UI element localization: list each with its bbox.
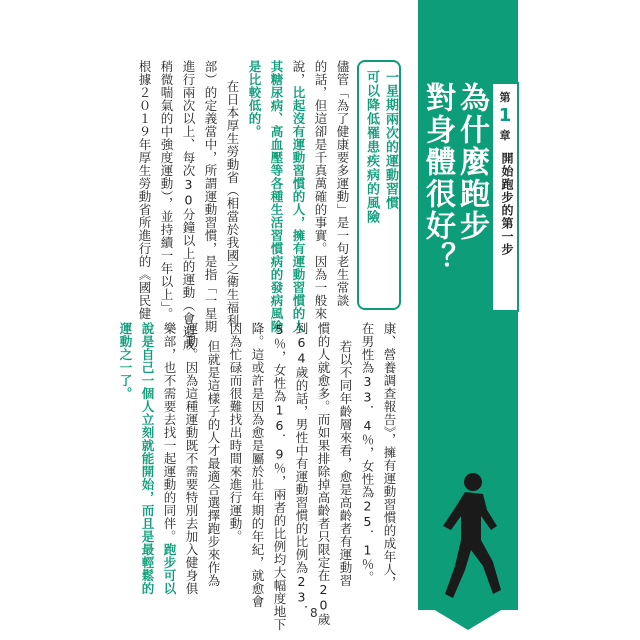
text-column: 儘管「為了健康要多運動」是一句老生常談 bbox=[335, 60, 350, 307]
text-column: 到64歲的話，男性中有運動習慣的比例為23． bbox=[294, 322, 309, 618]
text-column: 康、營養調查報告》，擁有運動習慣的成年人， bbox=[382, 322, 397, 589]
text-column: 若以不同年齡層來看，愈是高齡者有運動習 bbox=[338, 340, 353, 587]
text-column: 部）的定義當中，所謂運動習慣，是指「一星期 bbox=[203, 60, 218, 333]
page-number: 8 bbox=[310, 606, 318, 620]
chapter-number: 1 bbox=[498, 105, 512, 126]
chapter-tab bbox=[493, 82, 519, 312]
text-column: 說是自己一個人立刻就能開始，而且是最輕鬆的 bbox=[140, 322, 155, 595]
page-title-line2: 對身體很好？ bbox=[420, 82, 455, 274]
callout-box bbox=[357, 60, 401, 310]
text-column: 在日本厚生勞動省（相當於我國之衛生福利 bbox=[225, 80, 240, 327]
text-column: 降。這或許是因為愈是屬於壯年期的年紀，就愈會 bbox=[250, 322, 265, 608]
text-column: 因為忙碌而很難找出時間來進行運動。 bbox=[228, 322, 243, 543]
text-column: 根據２０１９年厚生勞動省所進行的《國民健 bbox=[137, 60, 152, 320]
text-column: 慣的人就愈多。而如果排除掉高齡者只限定在20歲 bbox=[316, 322, 331, 626]
text-column: 在男性為33．4％，女性為25．1％。 bbox=[360, 322, 375, 584]
text-column: 其糖尿病、高血壓等各種生活習慣病的發病風險 bbox=[269, 60, 284, 333]
chapter-label-bottom: 章 bbox=[499, 129, 511, 142]
text-column: 是比較低的。 bbox=[247, 60, 262, 138]
text-column: 進行兩次以上、每次30分鐘以上的運動（會造成 bbox=[181, 60, 196, 351]
text-column: 的話，但這卻是千真萬確的事實。因為一般來 bbox=[313, 60, 328, 320]
text-column: 樂部，也不需要去找一起運動的同伴。跑步可以 bbox=[162, 322, 177, 595]
callout-line-2: 可以降低罹患疾病的風險 bbox=[364, 70, 379, 224]
chapter-number-label bbox=[493, 84, 517, 148]
chapter-label-top: 第 bbox=[499, 91, 511, 104]
text-column: 但就是這樣子的人才最適合選擇跑步來作為 bbox=[206, 340, 221, 587]
chapter-subtitle: 開始跑步的第一步 bbox=[500, 152, 514, 256]
text-column: 稍微喘氣的中強度運動），並持續一年以上」。 bbox=[159, 60, 174, 321]
text-column: 運動。因為這種運動既不需要特別去加入健身俱 bbox=[184, 322, 199, 595]
callout-line-1: 一星期兩次的運動習慣 bbox=[383, 70, 398, 210]
runner-silhouette-icon bbox=[425, 470, 515, 620]
text-column: 運動之一了。 bbox=[118, 322, 133, 400]
text-column: 5％，女性為16．9％，兩者的比例均大幅度地下 bbox=[272, 322, 287, 631]
text-column: 說，比起沒有運動習慣的人，擁有運動習慣的人 bbox=[291, 60, 306, 333]
page-title-line1: 為什麼跑步 bbox=[454, 82, 489, 242]
